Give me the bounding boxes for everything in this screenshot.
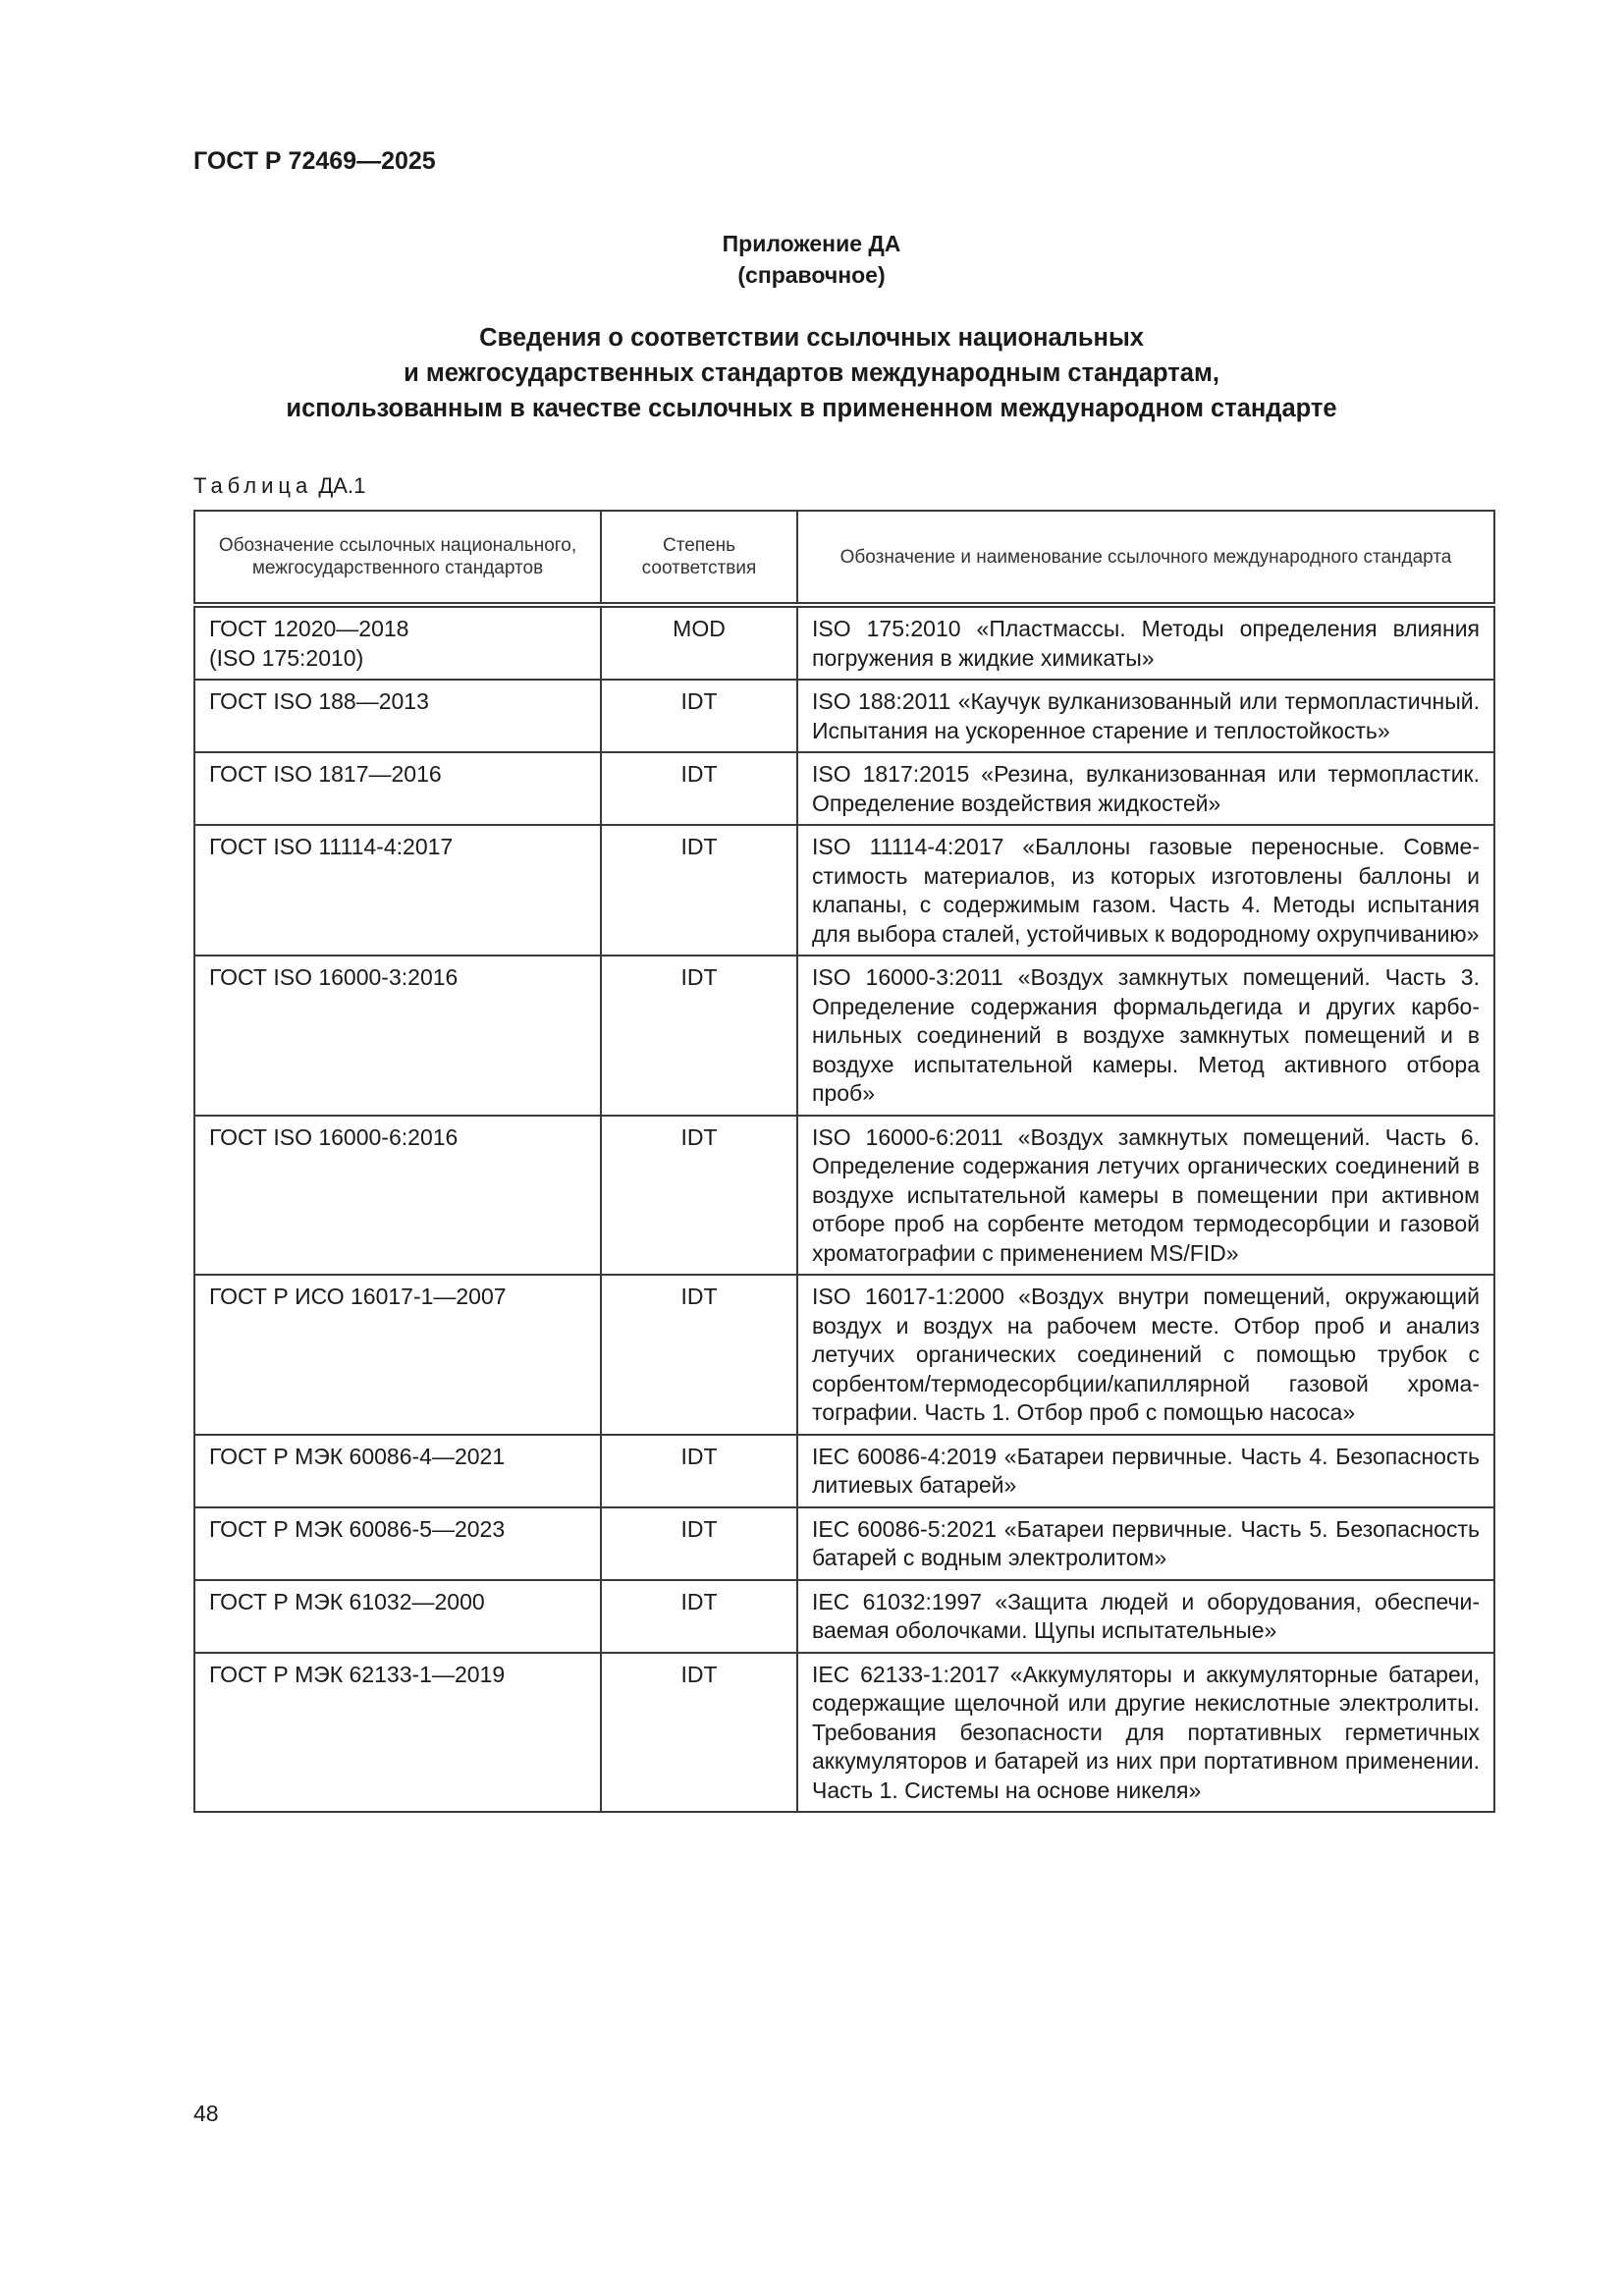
national-standard-cell: ГОСТ Р МЭК 60086-5—2023 — [194, 1507, 601, 1580]
degree-cell: IDT — [601, 1435, 797, 1507]
table-row — [194, 680, 1494, 752]
header-national-standard: Обозначение ссылочных национального, межгосударственного стандартов — [194, 511, 601, 605]
degree-cell: IDT — [601, 1653, 797, 1813]
international-standard-cell: ISO 175:2010 «Пластмассы. Методы определения влияния погружения в жидкие химикаты» — [797, 605, 1494, 680]
international-standard-cell: ISO 16000-6:2011 «Воздух замкнутых помещений. Часть 6. Определение содержания летучих органических соединений в воздухе испытательной камеры в помещении при активном отборе проб на сорбенте методом термодесорбции и газовой хроматографии с применением MS/FID» — [797, 1116, 1494, 1276]
national-standard-cell: ГОСТ 12020—2018 (ISO 175:2010) — [194, 605, 601, 680]
national-standard-cell: ГОСТ ISO 16000-3:2016 — [194, 956, 601, 1116]
table-row — [194, 1116, 1494, 1276]
table-row — [194, 1507, 1494, 1580]
degree-cell: IDT — [601, 680, 797, 752]
international-standard-cell: IEC 62133-1:2017 «Аккумуляторы и аккумуляторные батареи, содержащие щелочной или другие некислотные электролиты. Требования безопасности для портативных герметичных аккумуляторов и батарей из них при портативном применении. Часть 1. Системы на основе никеля» — [797, 1653, 1494, 1813]
table-row — [194, 1653, 1494, 1813]
degree-cell: IDT — [601, 1116, 797, 1276]
header-degree: Степень соответствия — [601, 511, 797, 605]
title-line-3: использованным в качестве ссылочных в примененном международном стандарте — [286, 395, 1337, 422]
title-line-2: и межгосударственных стандартов международным стандартам, — [404, 359, 1219, 387]
national-standard-cell: ГОСТ ISO 11114-4:2017 — [194, 825, 601, 956]
international-standard-cell: IEC 61032:1997 «Защита людей и оборудования, обеспечиваемая оболочками. Щупы испытательные» — [797, 1580, 1494, 1653]
national-standard-cell: ГОСТ ISO 16000-6:2016 — [194, 1116, 601, 1276]
national-standard-cell: ГОСТ Р МЭК 60086-4—2021 — [194, 1435, 601, 1507]
degree-cell: IDT — [601, 1580, 797, 1653]
document-code: ГОСТ Р 72469—2025 — [193, 147, 436, 175]
title-line-1: Сведения о соответствии ссылочных национальных — [479, 324, 1144, 352]
national-standard-cell: ГОСТ ISO 1817—2016 — [194, 752, 601, 825]
international-standard-cell: ISO 1817:2015 «Резина, вулканизованная или термопластик. Определение воздействия жидкостей» — [797, 752, 1494, 825]
appendix-title — [0, 320, 1623, 426]
page-number: 48 — [193, 2101, 219, 2126]
international-standard-cell: ISO 16017-1:2000 «Воздух внутри помещений, окружающий воздух и воздух на рабочем месте. Отбор проб и анализ летучих органических соединений с помощью трубок с сорбентом/термодесорбции/капиллярной газовой хроматографии. Часть 1. Отбор проб с помощью насоса» — [797, 1275, 1494, 1435]
correspondence-table — [193, 510, 1495, 1813]
table-row — [194, 1580, 1494, 1653]
national-standard-cell: ГОСТ ISO 188—2013 — [194, 680, 601, 752]
header-international-standard: Обозначение и наименование ссылочного международного стандарта — [797, 511, 1494, 605]
table-row — [194, 825, 1494, 956]
table-row — [194, 956, 1494, 1116]
international-standard-cell: IEC 60086-4:2019 «Батареи первичные. Часть 4. Безопасность литиевых батарей» — [797, 1435, 1494, 1507]
appendix-heading — [0, 228, 1623, 291]
degree-cell: MOD — [601, 605, 797, 680]
international-standard-cell: ISO 16000-3:2011 «Воздух замкнутых помещений. Часть 3. Определение содержания формальдегида и других карбонильных соединений в воздухе замкнутых помещений и в воздухе испытательной камеры. Метод активного отбора проб» — [797, 956, 1494, 1116]
table-caption — [193, 473, 365, 499]
degree-cell: IDT — [601, 825, 797, 956]
national-standard-cell: ГОСТ Р МЭК 61032—2000 — [194, 1580, 601, 1653]
table-row — [194, 1435, 1494, 1507]
national-standard-cell: ГОСТ Р МЭК 62133-1—2019 — [194, 1653, 601, 1813]
table-header-row — [194, 511, 1494, 605]
table-caption-word: Таблица — [193, 473, 313, 498]
degree-cell: IDT — [601, 1507, 797, 1580]
degree-cell: IDT — [601, 1275, 797, 1435]
national-standard-cell: ГОСТ Р ИСО 16017-1—2007 — [194, 1275, 601, 1435]
international-standard-cell: IEC 60086-5:2021 «Батареи первичные. Часть 5. Безопасность батарей с водным электролитом» — [797, 1507, 1494, 1580]
appendix-label: Приложение ДА — [722, 231, 901, 256]
international-standard-cell: ISO 188:2011 «Каучук вулканизованный или термопластичный. Испытания на ускоренное старение и теплостойкость» — [797, 680, 1494, 752]
table-caption-id: ДА.1 — [318, 473, 366, 498]
appendix-kind: (справочное) — [737, 262, 886, 288]
table-row — [194, 752, 1494, 825]
table-row — [194, 1275, 1494, 1435]
international-standard-cell: ISO 11114-4:2017 «Баллоны газовые переносные. Совместимость материалов, из которых изготовлены баллоны и клапаны, с содержимым газом. Часть 4. Методы испытания для выбора сталей, устойчивых к водородному охрупчиванию» — [797, 825, 1494, 956]
table-body — [194, 605, 1494, 1812]
table-row — [194, 605, 1494, 680]
degree-cell: IDT — [601, 956, 797, 1116]
degree-cell: IDT — [601, 752, 797, 825]
